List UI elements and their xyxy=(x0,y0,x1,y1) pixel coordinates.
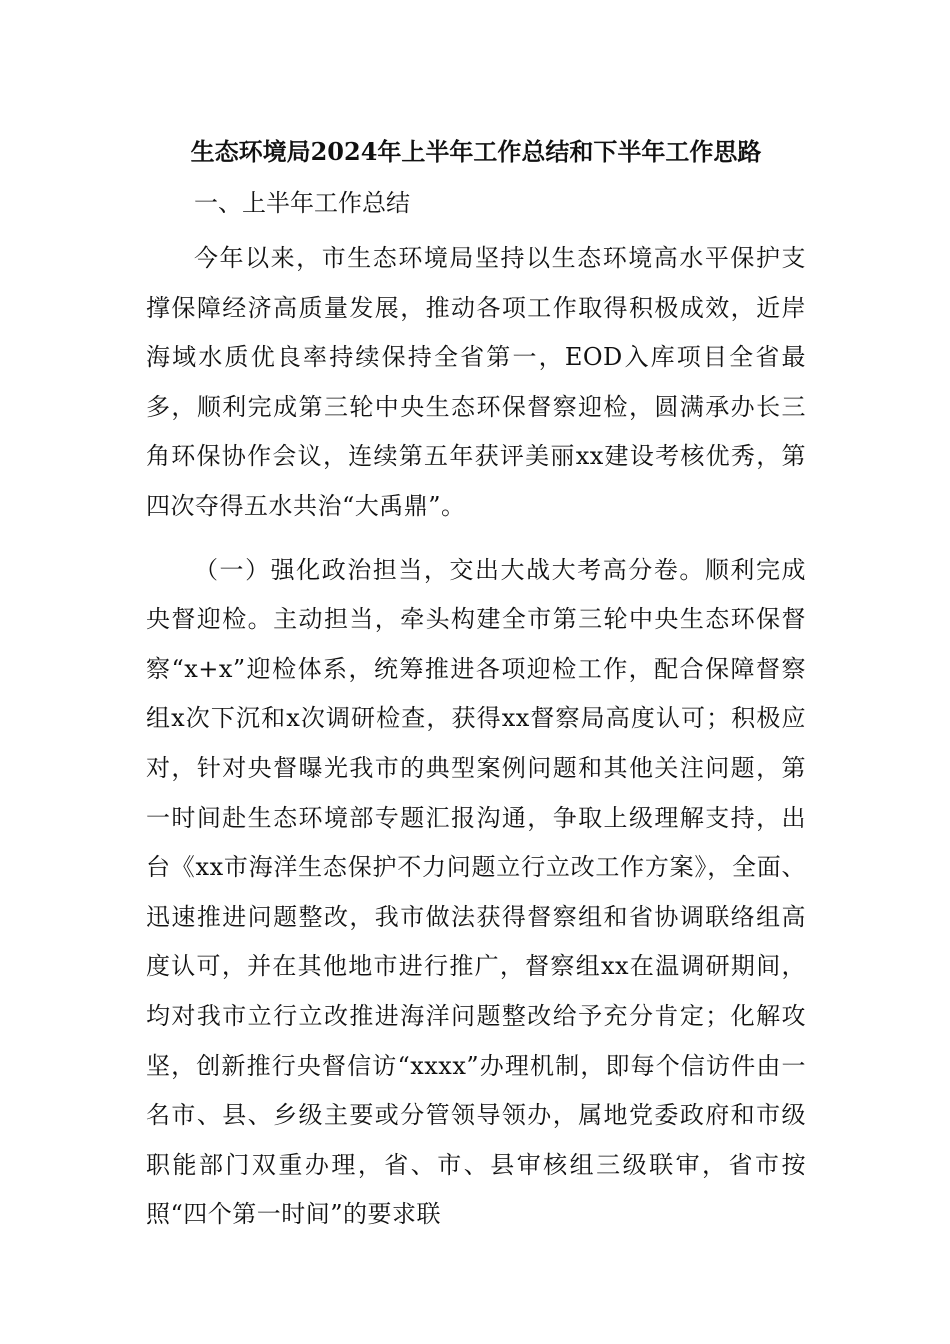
document-title: 生态环境局2024年上半年工作总结和下半年工作思路 xyxy=(190,137,762,166)
section-heading: 一、上半年工作总结 xyxy=(194,189,410,217)
paragraph-political-responsibility: （一）强化政治担当，交出大战大考高分卷。顺利完成央督迎检。主动担当，牵头构建全市第三轮中央生态环保督察“x+x”迎检体系，统筹推进各项迎检工作，配合保障督察组x次下沉和x次调研检查，获得xx督察局高度认可；积极应对，针对央督曝光我市的典型案例问题和其他关注问题，第一时间赴生态环境部专题汇报沟通，争取上级理解支持，出台《xx市海洋生态保护不力问题立行立改工作方案》，全面、迅速推进问题整改，我市做法获得督察组和省协调联络组高度认可，并在其他地市进行推广，督察组xx在温调研期间，均对我市立行立改推进海洋问题整改给予充分肯定；化解攻坚，创新推行央督信访“xxxx”办理机制，即每个信访件由一名市、县、乡级主要或分管领导领办，属地党委政府和市级职能部门双重办理，省、市、县审核组三级联审，省市按照“四个第一时间”的要求联 xyxy=(146,555,806,1229)
paragraph-summary: 今年以来，市生态环境局坚持以生态环境高水平保护支撑保障经济高质量发展，推动各项工作取得积极成效，近岸海域水质优良率持续保持全省第一，EOD入库项目全省最多，顺利完成第三轮中央生态环保督察迎检，圆满承办长三角环保协作会议，连续第五年获评美丽xx建设考核优秀，第四次夺得五水共治“大禹鼎”。 xyxy=(146,244,806,520)
document-page xyxy=(146,130,806,1240)
